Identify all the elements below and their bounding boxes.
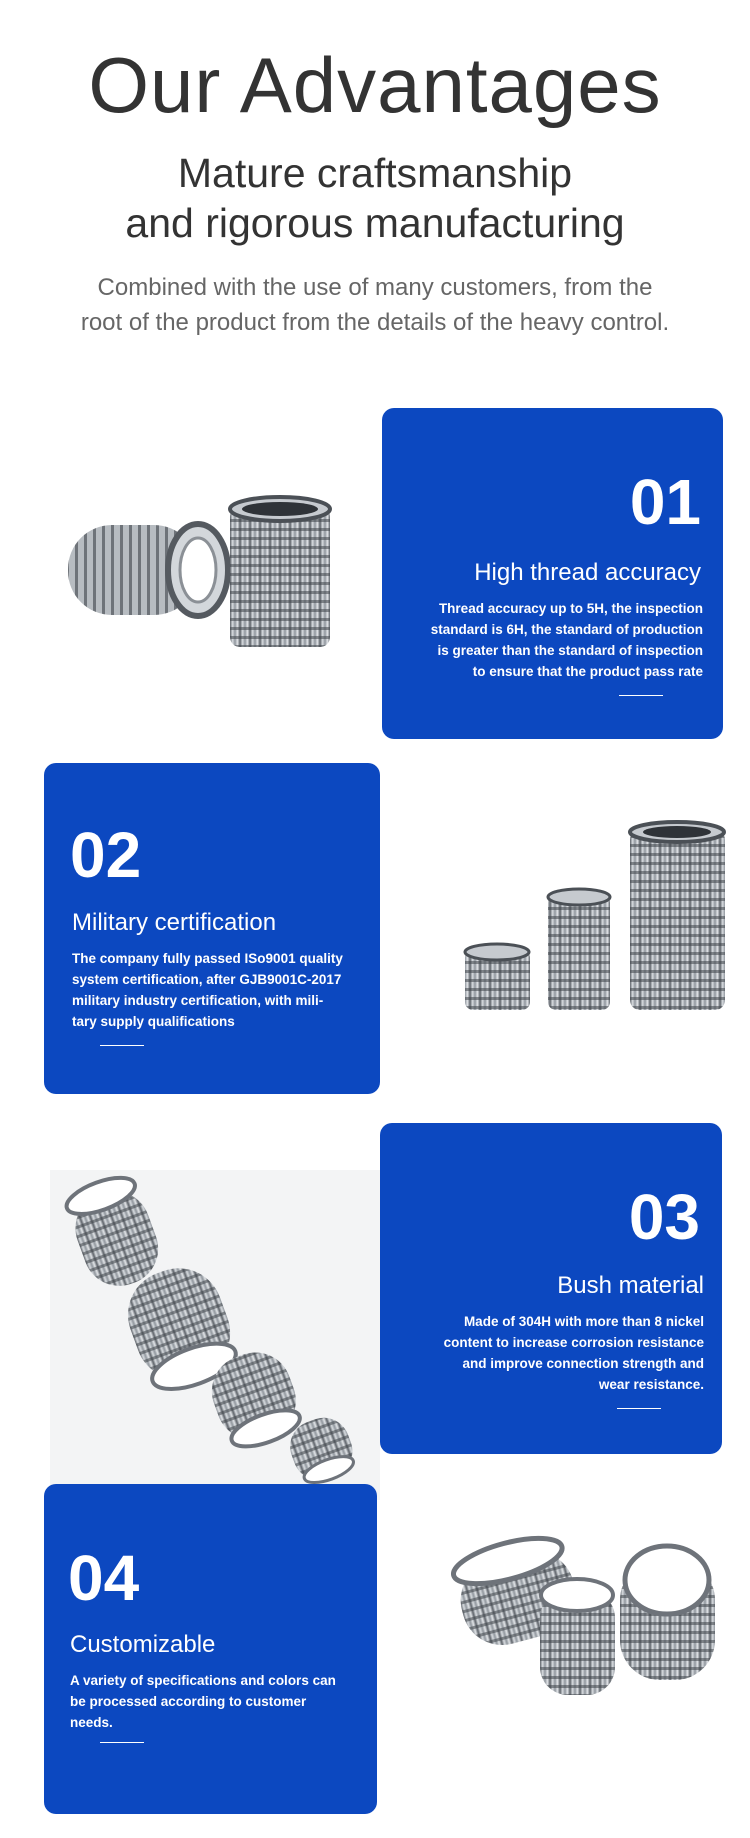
thread-insert-photo-1: [60, 495, 350, 655]
description-line-2: root of the product from the details of the heavy control.: [80, 309, 670, 336]
thread-insert-photo-2: [460, 820, 730, 1020]
description-line: Made of 304H with more than 8 nickel: [463, 1314, 704, 1329]
advantage-description: [72, 948, 343, 1032]
page-title: Our Advantages: [88, 41, 662, 129]
description-line: A variety of specifications and colors can: [70, 1673, 336, 1688]
thread-insert-photo-4: [450, 1535, 730, 1705]
advantage-card-4: [44, 1484, 377, 1814]
advantage-card-2: [44, 763, 380, 1094]
description-line: system certification, after GJB9001C-2017: [72, 972, 342, 987]
advantage-title: Customizable: [70, 1631, 216, 1658]
description-line: standard is 6H, the standard of production: [430, 622, 703, 637]
advantage-description: [444, 1311, 704, 1395]
description-line: Thread accuracy up to 5H, the inspection: [438, 601, 703, 616]
description-line: tary supply qualifications: [72, 1014, 235, 1029]
card-divider: [619, 695, 663, 696]
description-line: to ensure that the product pass rate: [472, 664, 703, 679]
description-line: wear resistance.: [598, 1377, 704, 1392]
page-description: [40, 270, 710, 340]
card-divider: [100, 1742, 144, 1743]
thread-insert-photo-3: [50, 1170, 380, 1500]
description-line: be processed according to customer: [70, 1694, 307, 1709]
description-line: and improve connection strength and: [462, 1356, 704, 1371]
advantage-description: [431, 598, 703, 682]
subtitle-line-2: and rigorous manufacturing: [125, 200, 625, 246]
advantage-card-3: [380, 1123, 722, 1454]
page-subtitle: [0, 148, 750, 248]
advantage-card-1: [382, 408, 723, 739]
advantage-number: 02: [70, 819, 142, 891]
description-line: content to increase corrosion resistance: [443, 1335, 704, 1350]
card-divider: [100, 1045, 144, 1046]
card-divider: [617, 1408, 661, 1409]
description-line: The company fully passed ISo9001 quality: [72, 951, 343, 966]
description-line: needs.: [70, 1715, 113, 1730]
advantage-description: [70, 1670, 336, 1733]
advantage-number: 04: [68, 1542, 140, 1614]
advantage-number: 03: [628, 1181, 700, 1253]
subtitle-line-1: Mature craftsmanship: [177, 150, 573, 196]
description-line-1: Combined with the use of many customers, from the: [97, 274, 653, 301]
description-line: military industry certification, with mili-: [72, 993, 324, 1008]
advantage-title: Bush material: [557, 1272, 704, 1299]
advantage-number: 01: [629, 466, 701, 538]
advantage-title: High thread accuracy: [474, 559, 701, 586]
advantage-title: Military certification: [72, 909, 277, 936]
description-line: is greater than the standard of inspection: [437, 643, 703, 658]
